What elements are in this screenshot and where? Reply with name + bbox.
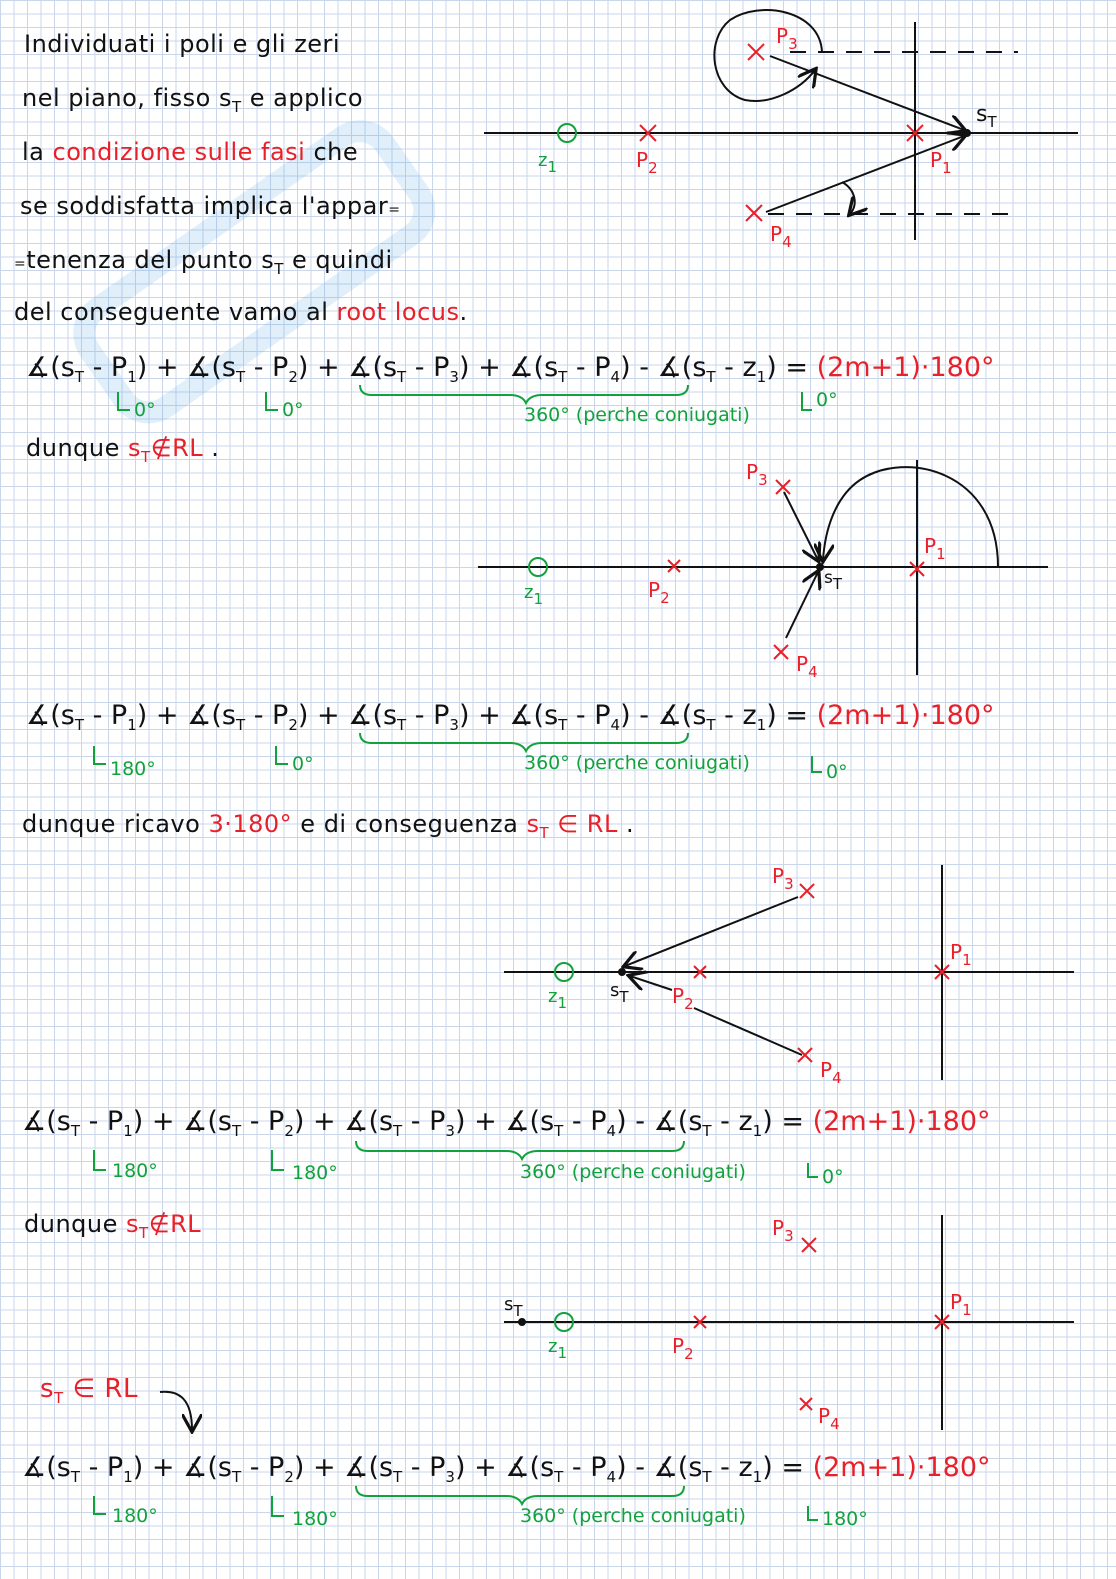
diagram-2 bbox=[478, 460, 1048, 675]
equation-2: $∡(s_T - P_1)$ + $∡(s_T - P_2)$ + $∡(s_T - P_3)$ + $∡(s_T - P_4)$ - $∡(s_T - z_1) = (2m+1)\cdot 180^\circ$ bbox=[26, 700, 995, 734]
label-p1-d4: $P_1$ bbox=[950, 1290, 972, 1319]
label-p1-d1: $P_1$ bbox=[930, 148, 952, 177]
label-p4-d1: $P_4$ bbox=[770, 222, 792, 251]
label-p3-d3: $P_3$ bbox=[772, 864, 794, 893]
equation-braces bbox=[356, 385, 688, 1504]
eq2-angle-1: 180° bbox=[110, 758, 156, 780]
intro-line-4: se soddisfatta implica l'appar= bbox=[20, 192, 401, 220]
eq2-angle-2: 0° bbox=[292, 753, 314, 775]
eq3-angle-2: 180° bbox=[292, 1162, 338, 1184]
label-p1-d3: $P_1$ bbox=[950, 940, 972, 969]
label-p2-d2: $P_2$ bbox=[648, 578, 670, 607]
equation-4: $∡(s_T - P_1)$ + $∡(s_T - P_2)$ + $∡(s_T - P_3)$ + $∡(s_T - P_4)$ - $∡(s_T - z_1) = (2m+1)\cdot 180^\circ$ bbox=[22, 1452, 991, 1486]
eq1-angle-5: 0° bbox=[816, 389, 838, 411]
angle-hooks bbox=[94, 392, 822, 1520]
label-p3-d4: $P_3$ bbox=[772, 1216, 794, 1245]
label-p4-d3: $P_4$ bbox=[820, 1058, 842, 1087]
equation-3: $∡(s_T - P_1)$ + $∡(s_T - P_2)$ + $∡(s_T - P_3)$ + $∡(s_T - P_4)$ - $∡(s_T - z_1) = (2m+1)\cdot 180^\circ$ bbox=[22, 1106, 991, 1140]
label-p1-d2: $P_1$ bbox=[924, 534, 946, 563]
eq1-angle-1: 0° bbox=[134, 399, 156, 421]
eq4-angle-2: 180° bbox=[292, 1508, 338, 1530]
eq2-brace-label: 360° (perche coniugati) bbox=[524, 752, 750, 774]
diagram-3 bbox=[504, 865, 1074, 1080]
label-z1-d2: $z_1$ bbox=[524, 582, 543, 608]
label-p3-d1: $P_3$ bbox=[776, 24, 798, 53]
eq4-angle-5: 180° bbox=[822, 1508, 868, 1530]
label-st-d2: sT bbox=[824, 568, 843, 593]
label-p4-d4: $P_4$ bbox=[818, 1404, 840, 1433]
eq4-angle-1: 180° bbox=[112, 1505, 158, 1527]
label-st-d4: $s_T$ bbox=[504, 1294, 523, 1320]
label-z1-d1: $z_1$ bbox=[538, 150, 557, 176]
conclusion-2: dunque ricavo 3·180° e di conseguenza $s_T$ ∈ RL . bbox=[22, 810, 635, 842]
diagram-4 bbox=[160, 1215, 1074, 1430]
eq4-brace-label: 360° (perche coniugati) bbox=[520, 1505, 746, 1527]
intro-line-2: nel piano, fisso $s_T$ e applico bbox=[22, 84, 364, 116]
conclusion-1: dunque $s_T\notin RL$ . bbox=[26, 434, 220, 466]
label-p3-d2: $P_3$ bbox=[746, 460, 768, 489]
label-p2-d1: $P_2$ bbox=[636, 148, 658, 177]
label-p4-d2: $P_4$ bbox=[796, 652, 818, 681]
eq1-brace-label: 360° (perche coniugati) bbox=[524, 404, 750, 426]
label-z1-d3: $z_1$ bbox=[548, 986, 567, 1012]
conclusion-3: dunque $s_T\notin RL$ bbox=[24, 1210, 202, 1242]
eq1-angle-2: 0° bbox=[282, 399, 304, 421]
label-p2-d4: $P_2$ bbox=[672, 1334, 694, 1363]
intro-line-1: Individuati i poli e gli zeri bbox=[24, 30, 341, 58]
eq3-angle-1: 180° bbox=[112, 1160, 158, 1182]
equation-1: $∡(s_T - P_1)$ + $∡(s_T - P_2)$ + $∡(s_T - P_3)$ + $∡(s_T - P_4)$ - $∡(s_T - z_1) = (2m+1)\cdot 180^\circ$ bbox=[26, 352, 995, 386]
label-p2-d3: $P_2$ bbox=[672, 984, 694, 1013]
eq3-brace-label: 360° (perche coniugati) bbox=[520, 1161, 746, 1183]
intro-line-6: del conseguente vamo al root locus. bbox=[14, 298, 468, 326]
intro-line-3: la condizione sulle fasi che bbox=[22, 138, 359, 166]
intro-line-5: =tenenza del punto $s_T$ e quindi bbox=[14, 246, 393, 278]
label-st-d3: $s_T$ bbox=[610, 980, 629, 1006]
case4-note: $s_T$ ∈ RL bbox=[40, 1374, 138, 1407]
eq2-angle-5: 0° bbox=[826, 761, 848, 783]
label-z1-d4: $z_1$ bbox=[548, 1336, 567, 1362]
eq3-angle-5: 0° bbox=[822, 1166, 844, 1188]
label-st-d1: $s_T$ bbox=[976, 102, 997, 131]
